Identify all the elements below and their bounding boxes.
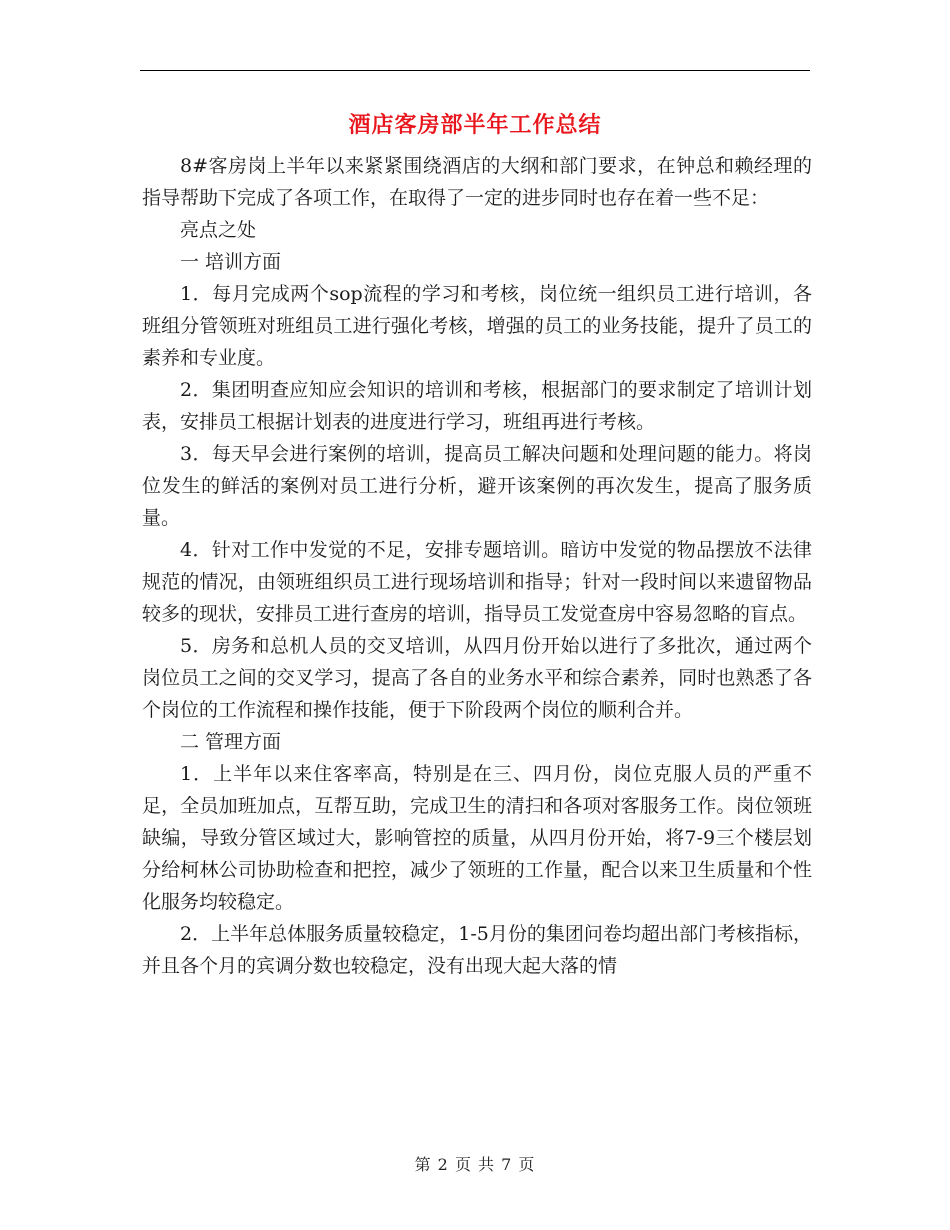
paragraph-training-2: 2．集团明查应知应会知识的培训和考核，根据部门的要求制定了培训计划表，安排员工根据计划表的进度进行学习，班组再进行考核。	[142, 379, 812, 433]
paragraph-training-4: 4．针对工作中发觉的不足，安排专题培训。暗访中发觉的物品摆放不法律规范的情况，由领班组织员工进行现场培训和指导；针对一段时间以来遗留物品较多的现状，安排员工进行查房的培训，指导员工发觉查房中容易忽略的盲点。	[142, 539, 812, 625]
paragraph-training-5: 5．房务和总机人员的交叉培训，从四月份开始以进行了多批次，通过两个岗位员工之间的交叉学习，提高了各自的业务水平和综合素养，同时也熟悉了各个岗位的工作流程和操作技能，便于下阶段两个岗位的顺利合并。	[142, 635, 812, 721]
section-heading-training: 一 培训方面	[180, 251, 282, 273]
paragraph-intro: 8#客房岗上半年以来紧紧围绕酒店的大纲和部门要求，在钟总和赖经理的指导帮助下完成了各项工作，在取得了一定的进步同时也存在着一些不足：	[142, 155, 812, 209]
paragraph-training-3: 3．每天早会进行案例的培训，提高员工解决问题和处理问题的能力。将岗位发生的鲜活的案例对员工进行分析，避开该案例的再次发生，提高了服务质量。	[142, 443, 812, 529]
section-heading-management: 二 管理方面	[180, 731, 282, 753]
section-heading-highlights: 亮点之处	[180, 219, 257, 241]
paragraph-management-2: 2．上半年总体服务质量较稳定，1-5月份的集团问卷均超出部门考核指标，并且各个月的宾调分数也较稳定，没有出现大起大落的情	[142, 923, 812, 977]
page-number-footer: 第 2 页 共 7 页	[414, 1155, 536, 1174]
paragraph-training-1: 1．每月完成两个sop流程的学习和考核，岗位统一组织员工进行培训，各班组分管领班对班组员工进行强化考核，增强的员工的业务技能，提升了员工的素养和专业度。	[142, 283, 812, 369]
paragraph-management-1: 1．上半年以来住客率高，特别是在三、四月份，岗位克服人员的严重不足，全员加班加点，互帮互助，完成卫生的清扫和各项对客服务工作。岗位领班缺编，导致分管区域过大，影响管控的质量，从四月份开始，将7-9三个楼层划分给柯林公司协助检查和把控，减少了领班的工作量，配合以来卫生质量和个性化服务均较稳定。	[142, 763, 812, 913]
page-title: 酒店客房部半年工作总结	[348, 113, 602, 138]
document-body	[142, 150, 812, 982]
header-rule	[140, 70, 810, 71]
